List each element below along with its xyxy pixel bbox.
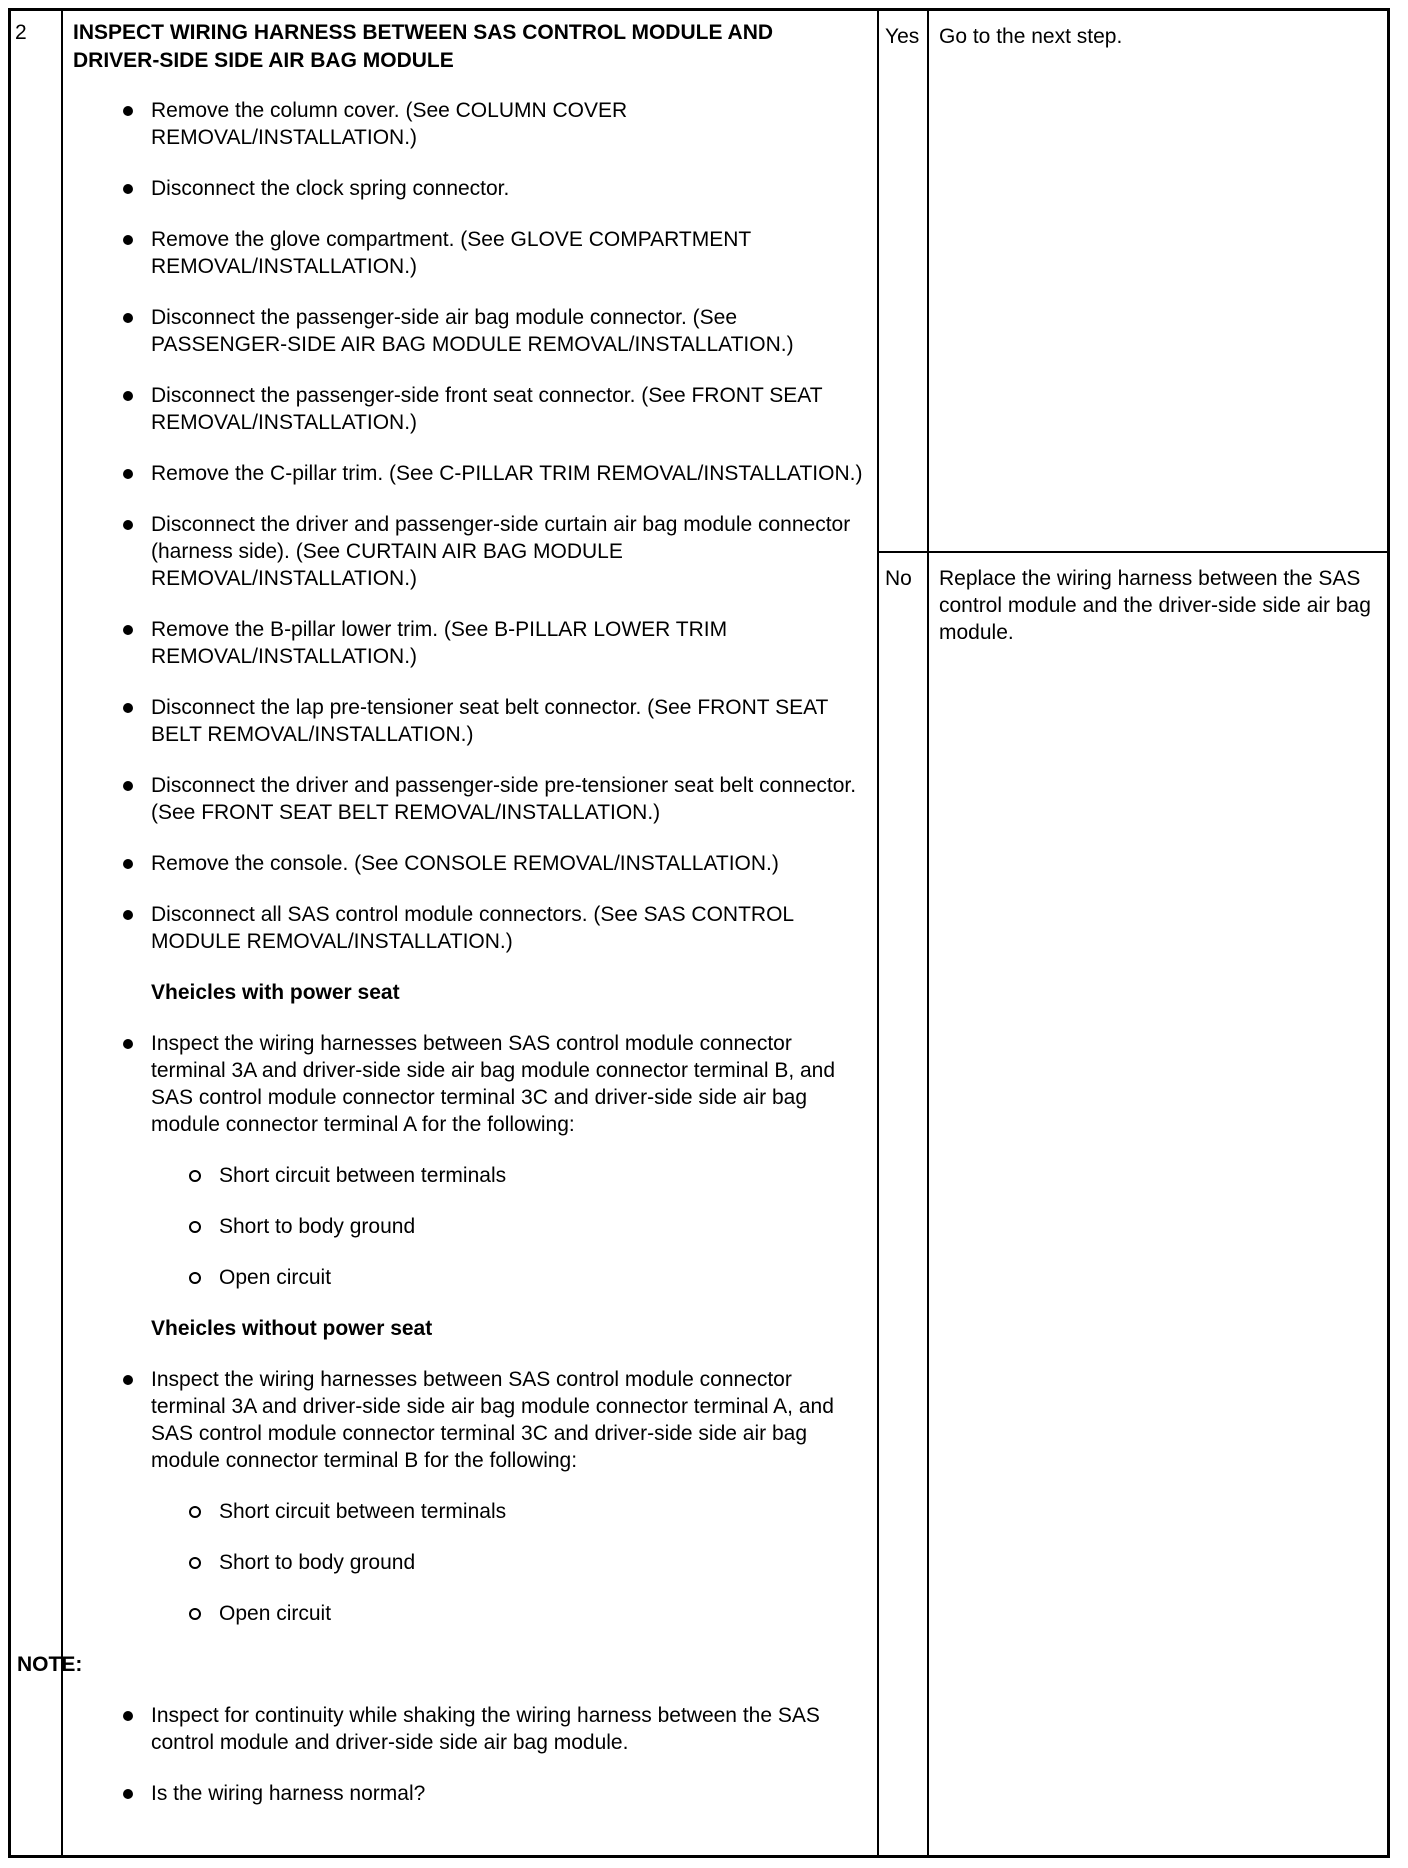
instruction-item: Inspect the wiring harnesses between SAS control module connector terminal 3A and driver-side side air bag module connector terminal A, and SAS control module connector terminal 3C and driver-side side air bag module connector terminal B for the following: [73,1366,863,1474]
instruction-item: Disconnect all SAS control module connectors. (See SAS CONTROL MODULE REMOVAL/INSTALLATION.) [73,901,863,955]
note-label: NOTE: [17,1653,83,1676]
result-row-divider [877,551,1387,553]
check-item: Short to body ground [73,1549,863,1576]
no-power-seat-heading: Vheicles without power seat [151,1317,433,1340]
step-title: INSPECT WIRING HARNESS BETWEEN SAS CONTROL MODULE AND DRIVER-SIDE SIDE AIR BAG MODULE [73,21,774,72]
check-item: Open circuit [73,1600,863,1627]
column-divider [877,11,879,1855]
instruction-item: Disconnect the passenger-side front seat connector. (See FRONT SEAT REMOVAL/INSTALLATION.) [73,382,863,436]
note-item: Is the wiring harness normal? [73,1780,863,1807]
check-item: Short circuit between terminals [73,1162,863,1189]
instruction-item: Disconnect the lap pre-tensioner seat belt connector. (See FRONT SEAT BELT REMOVAL/INSTALLATION.) [73,694,863,748]
instruction-item: Remove the glove compartment. (See GLOVE COMPARTMENT REMOVAL/INSTALLATION.) [73,226,863,280]
step-number: 2 [15,21,27,44]
instruction-item: Remove the C-pillar trim. (See C-PILLAR TRIM REMOVAL/INSTALLATION.) [73,460,863,487]
instruction-item: Remove the console. (See CONSOLE REMOVAL/INSTALLATION.) [73,850,863,877]
power-seat-heading: Vheicles with power seat [151,981,400,1004]
yes-action: Go to the next step. [939,25,1123,48]
note-item: Inspect for continuity while shaking the wiring harness between the SAS control module and driver-side side air bag module. [73,1702,863,1756]
instruction-item: Remove the B-pillar lower trim. (See B-PILLAR LOWER TRIM REMOVAL/INSTALLATION.) [73,616,863,670]
instruction-item: Disconnect the clock spring connector. [73,175,863,202]
instruction-item: Remove the column cover. (See COLUMN COVER REMOVAL/INSTALLATION.) [73,97,863,151]
instruction-item: Inspect the wiring harnesses between SAS control module connector terminal 3A and driver-side side air bag module connector terminal B, and SAS control module connector terminal 3C and driver-side side air bag module connector terminal A for the following: [73,1030,863,1138]
check-item: Open circuit [73,1264,863,1291]
procedure-table [8,8,1390,1858]
instruction-item: Disconnect the driver and passenger-side pre-tensioner seat belt connector. (See FRONT SEAT BELT REMOVAL/INSTALLATION.) [73,772,863,826]
check-item: Short to body ground [73,1213,863,1240]
check-item: Short circuit between terminals [73,1498,863,1525]
instruction-item: Disconnect the driver and passenger-side curtain air bag module connector (harness side). (See CURTAIN AIR BAG MODULE REMOVAL/INSTALLATION.) [73,511,863,592]
column-divider [61,11,63,1855]
no-action: Replace the wiring harness between the SAS control module and the driver-side side air bag module. [939,567,1371,644]
column-divider [927,11,929,1855]
no-label: No [885,567,912,590]
instruction-item: Disconnect the passenger-side air bag module connector. (See PASSENGER-SIDE AIR BAG MODULE REMOVAL/INSTALLATION.) [73,304,863,358]
yes-label: Yes [885,25,920,48]
step-instructions [17,97,863,1831]
